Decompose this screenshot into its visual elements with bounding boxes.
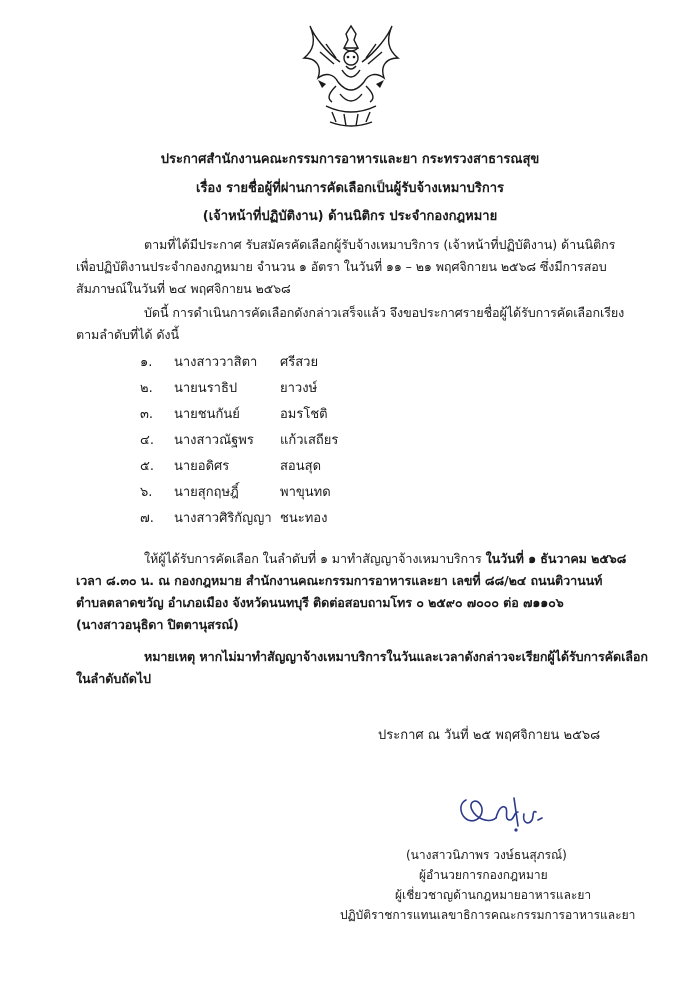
remark: หมายเหตุ หากไม่มาทำสัญญาจ้างเหมาบริการในวันและเวลาดังกล่าวจะเรียกผู้ได้รับการคัดเลือก ในลำดับถัดไป — [76, 649, 648, 686]
announced-date: ประกาศ ณ วันที่ ๒๕ พฤศจิกายน ๒๕๖๘ — [378, 728, 601, 743]
signatory-acting: ปฏิบัติราชการแทนเลขาธิการคณะกรรมการอาหารและยา — [340, 908, 636, 922]
announcement-subject-position: (เจ้าหน้าที่ปฏิบัติงาน) ด้านนิติกร ประจำกองกฎหมาย — [202, 209, 498, 224]
paragraph-result: บัดนี้ การดำเนินการคัดเลือกดังกล่าวเสร็จแล้ว จึงขอประกาศรายชื่อผู้ได้รับการคัดเลือกเรียง ตามลำดับที่ได้ ดังนี้ — [76, 305, 625, 342]
signature-icon — [452, 790, 552, 836]
paragraph-intro: ตามที่ได้มีประกาศ รับสมัครคัดเลือกผู้รับจ้างเหมาบริการ (เจ้าหน้าที่ปฏิบัติงาน) ด้านนิติกร เพื่อปฏิบัติงานประจำกองกฎหมาย จำนวน ๑ อัตรา ในวันที่ ๑๑ – ๒๑ พฤศจิกายน ๒๕๖๘ ซึ่งมีการสอบ สัมภาษณ์ในวันที่ ๒๔ พฤศจิกายน ๒๕๖๘ — [76, 237, 616, 296]
paragraph-contract: ให้ผู้ได้รับการคัดเลือก ในลำดับที่ ๑ มาทำสัญญาจ้างเหมาบริการ ในวันที่ ๑ ธันวาคม ๒๕๖๘ เวลา ๘.๓๐ น. ณ กองกฎหมาย สำนักงานคณะกรรมการอาหารและยา เลขที่ ๘๘/๒๔ ถนนติวานนท์ ตำบลตลาดขวัญ อำเภอเมือง จังหวัดนนทบุรี ติดต่อสอบถามโทร ๐ ๒๕๙๐ ๗๐๐๐ ต่อ ๗๑๑๐๖ (นางสาวอนุธิดา ปิตตานุสรณ์) — [76, 551, 627, 632]
announcement-heading: ประกาศสำนักงานคณะกรรมการอาหารและยา กระทรวงสาธารณสุข — [160, 152, 540, 167]
garuda-emblem-icon — [296, 22, 406, 130]
signatory-expertise: ผู้เชี่ยวชาญด้านกฎหมายอาหารและยา — [395, 888, 592, 902]
signatory-title: ผู้อำนวยการกองกฎหมาย — [419, 868, 548, 882]
announcement-subject: เรื่อง รายชื่อผู้ที่ผ่านการคัดเลือกเป็นผู้รับจ้างเหมาบริการ — [196, 181, 504, 196]
announcement-page: ประกาศสำนักงานคณะกรรมการอาหารและยา กระทรวงสาธารณสุข เรื่อง รายชื่อผู้ที่ผ่านการคัดเลือกเป็นผู้รับจ้างเหมาบริการ (เจ้าหน้าที่ปฏิบัติงาน) ด้านนิติกร ประจำกองกฎหมาย ตามที่ได้มีประกาศ รับสมัครคัดเลือกผู้รับจ้างเหมาบริการ (เจ้าหน้าที่ปฏิบัติงาน) ด้านนิติกร เพื่อปฏิบัติงานประจำกองกฎหมาย จำนวน ๑ อัตรา ในวันที่ ๑๑ – ๒๑ พฤศจิกายน ๒๕๖๘ ซึ่งมีการสอบ สัมภาษณ์ในวันที่ ๒๔ พฤศจิกายน ๒๕๖๘ บัดนี้ การดำเนินการคัดเลือกดังกล่าวเสร็จแล้ว จึงขอประกาศรายชื่อผู้ได้รับการคัดเลือกเรียง ตามลำดับที่ได้ ดังนี้ ๑. นางสาววาสิตา ศรีสวย ๒. นายนราธิป ยาวงษ์ ๓. นายชนกันย์ อมรโชติ ๔. นางสาวณัฐพร แก้วเสถียร ๕. นายอดิศร สอนสุด ๖. นายสุกฤษฎิ์ พาขุนทด ๗. นางสาวศิริกัญญา ชนะทอง ให้ผู้ได้รับการคัดเลือก ในลำดับที่ ๑ มาทำสัญญาจ้างเหมาบริการ ในวันที่ ๑ ธันวาคม ๒๕๖๘ เวลา ๘.๓๐ น. ณ กองกฎหมาย สำนักงานคณะกรรมการอาหารและยา เลขที่ ๘๘/๒๔ ถนนติวานนท์ ตำบลตลาดขวัญ อำเภอเมือง จังหวัดนนทบุรี ติดต่อสอบถามโทร ๐ ๒๕๙๐ ๗๐๐๐ ต่อ ๗๑๑๐๖ (นางสาวอนุธิดา ปิตตานุสรณ์) หมายเหตุ หากไม่มาทำสัญญาจ้างเหมาบริการในวันและเวลาดังกล่าวจะเรียกผู้ได้รับการคัดเลือก ในลำดับถัดไป ประกาศ ณ วันที่ ๒๕ พฤศจิกายน ๒๕๖๘ (นางสาวนิภาพร วงษ์ธนสุภรณ์) ผู้อำนวยการกองกฎหมาย ผู้เชี่ยวชาญด้านกฎหมายอาหารและยา ปฏิบัติราชการแทนเลขาธิการคณะกรรมการอาหารและยา — [0, 0, 700, 991]
signatory-name: (นางสาวนิภาพร วงษ์ธนสุภรณ์) — [406, 848, 567, 862]
